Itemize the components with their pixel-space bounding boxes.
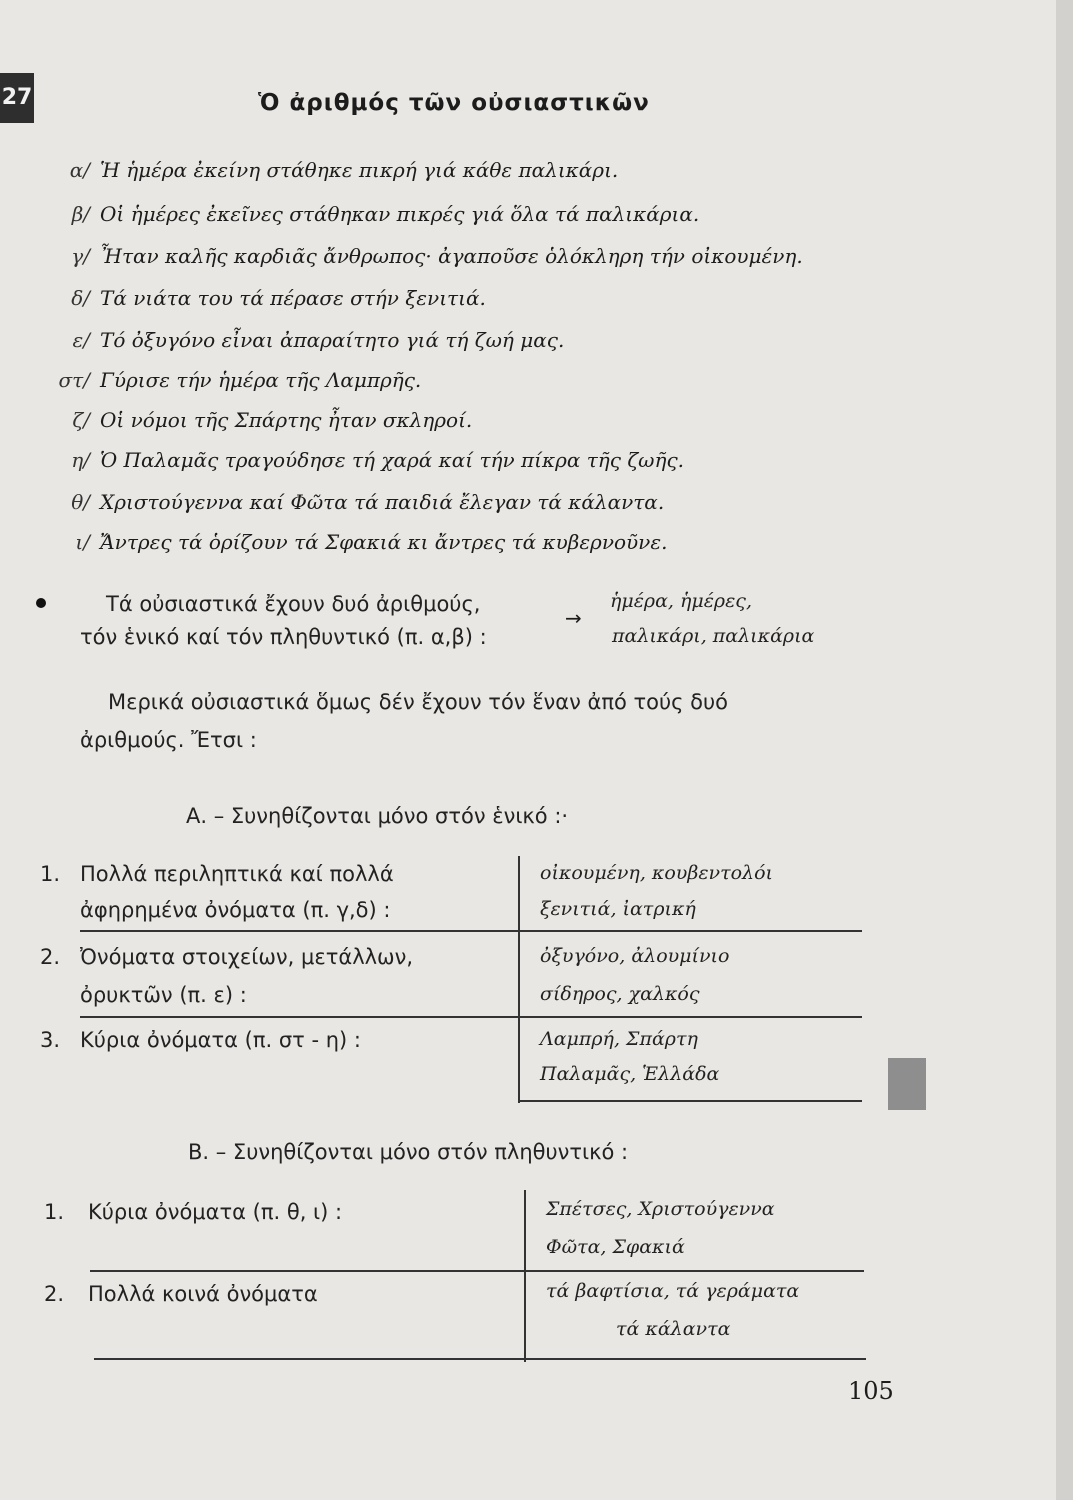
row-left: Κύρια ὀνόματα (π. θ, ι) :	[88, 1200, 343, 1224]
rule-line-2: τόν ἑνικό καί τόν πληθυντικό (π. α,β) :	[80, 625, 487, 649]
intro-line-2: ἀριθμούς. Ἔτσι :	[80, 728, 257, 752]
row-number: 3.	[40, 1028, 61, 1052]
row-right: τά βαφτίσια, τά γεράματα	[546, 1280, 800, 1302]
arrow-icon: →	[565, 606, 582, 630]
example-text: Τό ὀξυγόνο εἶναι ἀπαραίτητο γιά τή ζωή μας.	[100, 328, 565, 352]
example-label: δ/	[71, 286, 90, 310]
row-left: ἀφηρημένα ὀνόματα (π. γ,δ) :	[80, 898, 391, 922]
row-number: 2.	[44, 1282, 65, 1306]
row-number: 1.	[40, 862, 61, 886]
row-rule	[80, 930, 862, 932]
row-left: ὀρυκτῶν (π. ε) :	[80, 983, 247, 1007]
row-right: οἰκουμένη, κουβεντολόι	[540, 862, 773, 884]
example-text: Γύρισε τήν ἡμέρα τῆς Λαμπρῆς.	[100, 368, 422, 392]
page-edge	[1056, 0, 1073, 1500]
row-rule	[520, 1100, 862, 1102]
row-right: τά κάλαντα	[616, 1318, 731, 1340]
row-left: Πολλά κοινά ὀνόματα	[88, 1282, 318, 1306]
row-right: Λαμπρή, Σπάρτη	[540, 1028, 698, 1050]
row-left: Ὀνόματα στοιχείων, μετάλλων,	[80, 945, 414, 969]
example-label: α/	[69, 158, 90, 182]
example-text: Χριστούγεννα καί Φῶτα τά παιδιά ἔλεγαν τά κάλαντα.	[100, 490, 665, 514]
example-text: Ἦταν καλῆς καρδιᾶς ἄνθρωπος· ἀγαποῦσε ὁλόκληρη τήν οἰκουμένη.	[100, 244, 803, 268]
row-right: ὀξυγόνο, ἀλουμίνιο	[540, 945, 730, 967]
table-divider	[524, 1190, 526, 1362]
row-left: Κύρια ὀνόματα (π. στ - η) :	[80, 1028, 361, 1052]
row-number: 1.	[44, 1200, 65, 1224]
side-marker	[888, 1058, 926, 1110]
rule-example-2: παλικάρι, παλικάρια	[612, 625, 815, 647]
rule-example-1: ἡμέρα, ἡμέρες,	[610, 590, 752, 612]
example-label: θ/	[71, 490, 90, 514]
row-right: Παλαμᾶς, Ἑλλάδα	[540, 1063, 720, 1085]
example-label: ε/	[72, 328, 90, 352]
row-right: Φῶτα, Σφακιά	[546, 1236, 685, 1258]
row-rule	[94, 1358, 866, 1360]
row-rule	[80, 1016, 862, 1018]
row-right: Σπέτσες, Χριστούγεννα	[546, 1198, 775, 1220]
page-title: Ὁ ἀριθμός τῶν οὐσιαστικῶν	[258, 90, 650, 116]
rule-line-1: Τά οὐσιαστικά ἔχουν δυό ἀριθμούς,	[106, 592, 481, 616]
row-left: Πολλά περιληπτικά καί πολλά	[80, 862, 394, 886]
section-b-heading: Β. – Συνηθίζονται μόνο στόν πληθυντικό :	[188, 1140, 629, 1164]
row-right: σίδηρος, χαλκός	[540, 983, 700, 1005]
example-label: η/	[71, 448, 90, 472]
example-text: Ὁ Παλαμᾶς τραγούδησε τή χαρά καί τήν πίκρα τῆς ζωῆς.	[100, 448, 685, 472]
example-text: Ἡ ἡμέρα ἐκείνη στάθηκε πικρή γιά κάθε παλικάρι.	[100, 158, 619, 182]
page-number: 105	[848, 1377, 894, 1405]
example-text: Οἱ ἡμέρες ἐκεῖνες στάθηκαν πικρές γιά ὅλα τά παλικάρια.	[100, 202, 700, 226]
example-text: Οἱ νόμοι τῆς Σπάρτης ἦταν σκληροί.	[100, 408, 473, 432]
bullet-icon	[36, 598, 46, 608]
table-divider	[518, 856, 520, 1103]
intro-line-1: Μερικά οὐσιαστικά ὅμως δέν ἔχουν τόν ἕναν ἀπό τούς δυό	[108, 690, 729, 714]
row-rule	[90, 1270, 864, 1272]
example-label: στ/	[58, 368, 90, 392]
row-right: ξενιτιά, ἰατρική	[540, 898, 696, 920]
example-label: ζ/	[72, 408, 90, 432]
example-label: ι/	[75, 530, 90, 554]
example-text: Ἄντρες τά ὁρίζουν τά Σφακιά κι ἄντρες τά κυβερνοῦνε.	[100, 530, 668, 554]
example-label: γ/	[71, 244, 90, 268]
example-text: Τά νιάτα του τά πέρασε στήν ξενιτιά.	[100, 286, 486, 310]
section-a-heading: Α. – Συνηθίζονται μόνο στόν ἑνικό :·	[186, 804, 569, 828]
page-tab: 27	[0, 73, 34, 123]
row-number: 2.	[40, 945, 61, 969]
example-label: β/	[71, 202, 90, 226]
